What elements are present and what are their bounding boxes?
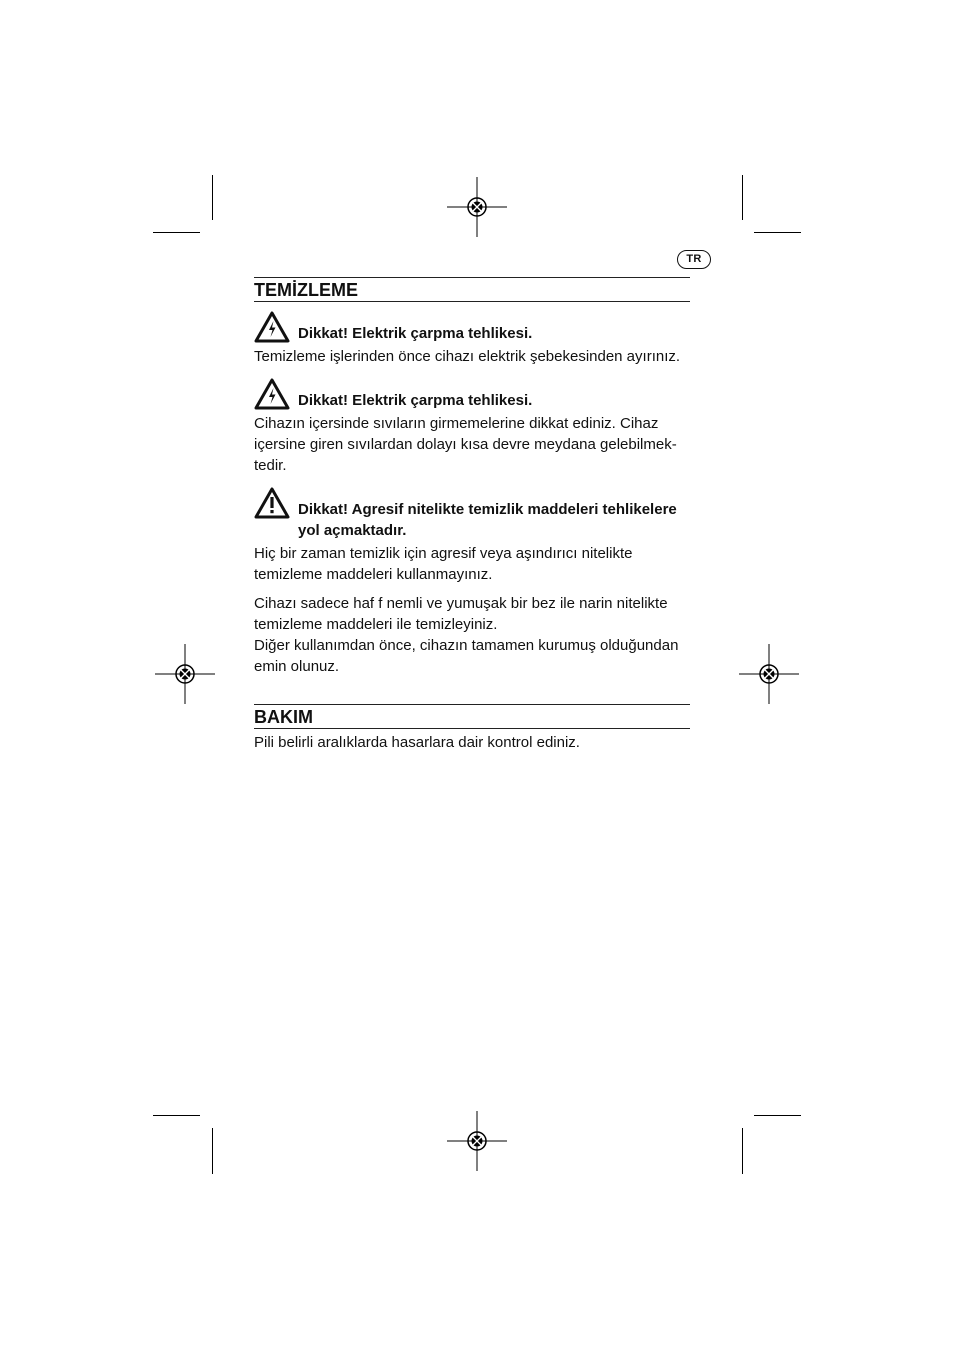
registration-mark-left-icon <box>155 644 215 704</box>
registration-mark-right-icon <box>739 644 799 704</box>
crop-mark-bottom-right-vertical <box>742 1128 743 1174</box>
text-line: Hiç bir zaman temizlik için agresif veya aşındırıcı nitelikte <box>254 545 633 562</box>
text-line: Cihazın içersinde sıvıların girmemelerine dikkat ediniz. Cihaz <box>254 415 659 432</box>
maintenance-heading: BAKIM <box>254 704 690 729</box>
crop-mark-top-left-horizontal <box>153 232 200 233</box>
cleaning-heading: TEMİZLEME <box>254 277 690 302</box>
crop-mark-bottom-left-vertical <box>212 1128 213 1174</box>
text-line: Cihazı sadece haf f nemli ve yumuşak bir bez ile narin nitelikte <box>254 595 668 612</box>
language-badge: TR <box>677 250 711 269</box>
warning-title: Dikkat! Elektrik çarpma tehlikesi. <box>298 392 533 409</box>
crop-mark-top-right-horizontal <box>754 232 801 233</box>
text-line: temizleme maddeleri ile temizleyiniz. <box>254 616 498 633</box>
registration-mark-bottom-icon <box>447 1111 507 1171</box>
warning-text: Temizleme işlerinden önce cihazı elektrik şebekesinden ayırınız. <box>254 348 681 365</box>
text-line: Diğer kullanımdan önce, cihazın tamamen kurumuş olduğundan <box>254 637 679 654</box>
title-line: Dikkat! Agresif nitelikte temizlik maddeleri tehlikelere <box>298 501 677 518</box>
electric-shock-warning-icon <box>254 311 290 343</box>
manual-content <box>254 277 690 753</box>
text-line: içersine giren sıvılardan dolayı kısa devre meydana gelebilmek- <box>254 436 677 453</box>
crop-mark-bottom-right-horizontal <box>754 1115 801 1116</box>
crop-mark-top-left-vertical <box>212 175 213 220</box>
warning-title: Dikkat! Elektrik çarpma tehlikesi. <box>298 325 533 342</box>
text-line: tedir. <box>254 457 287 474</box>
title-line: yol açmaktadır. <box>298 522 407 539</box>
exclamation-warning-icon <box>254 487 290 519</box>
text-line: emin olunuz. <box>254 658 340 675</box>
warning-electric-shock-2 <box>254 379 690 411</box>
warning-aggressive-cleaners <box>254 488 690 541</box>
crop-mark-bottom-left-horizontal <box>153 1115 200 1116</box>
registration-mark-top-icon <box>447 177 507 237</box>
warning-electric-shock-1 <box>254 312 690 344</box>
crop-mark-top-right-vertical <box>742 175 743 220</box>
electric-shock-warning-icon <box>254 378 290 410</box>
maintenance-text: Pili belirli aralıklarda hasarlara dair kontrol ediniz. <box>254 734 580 751</box>
cleaning-instructions <box>254 593 690 677</box>
warning-text <box>254 543 690 585</box>
text-line: temizleme maddeleri kullanmayınız. <box>254 566 493 583</box>
warning-text <box>254 413 690 476</box>
warning-title <box>298 488 677 541</box>
